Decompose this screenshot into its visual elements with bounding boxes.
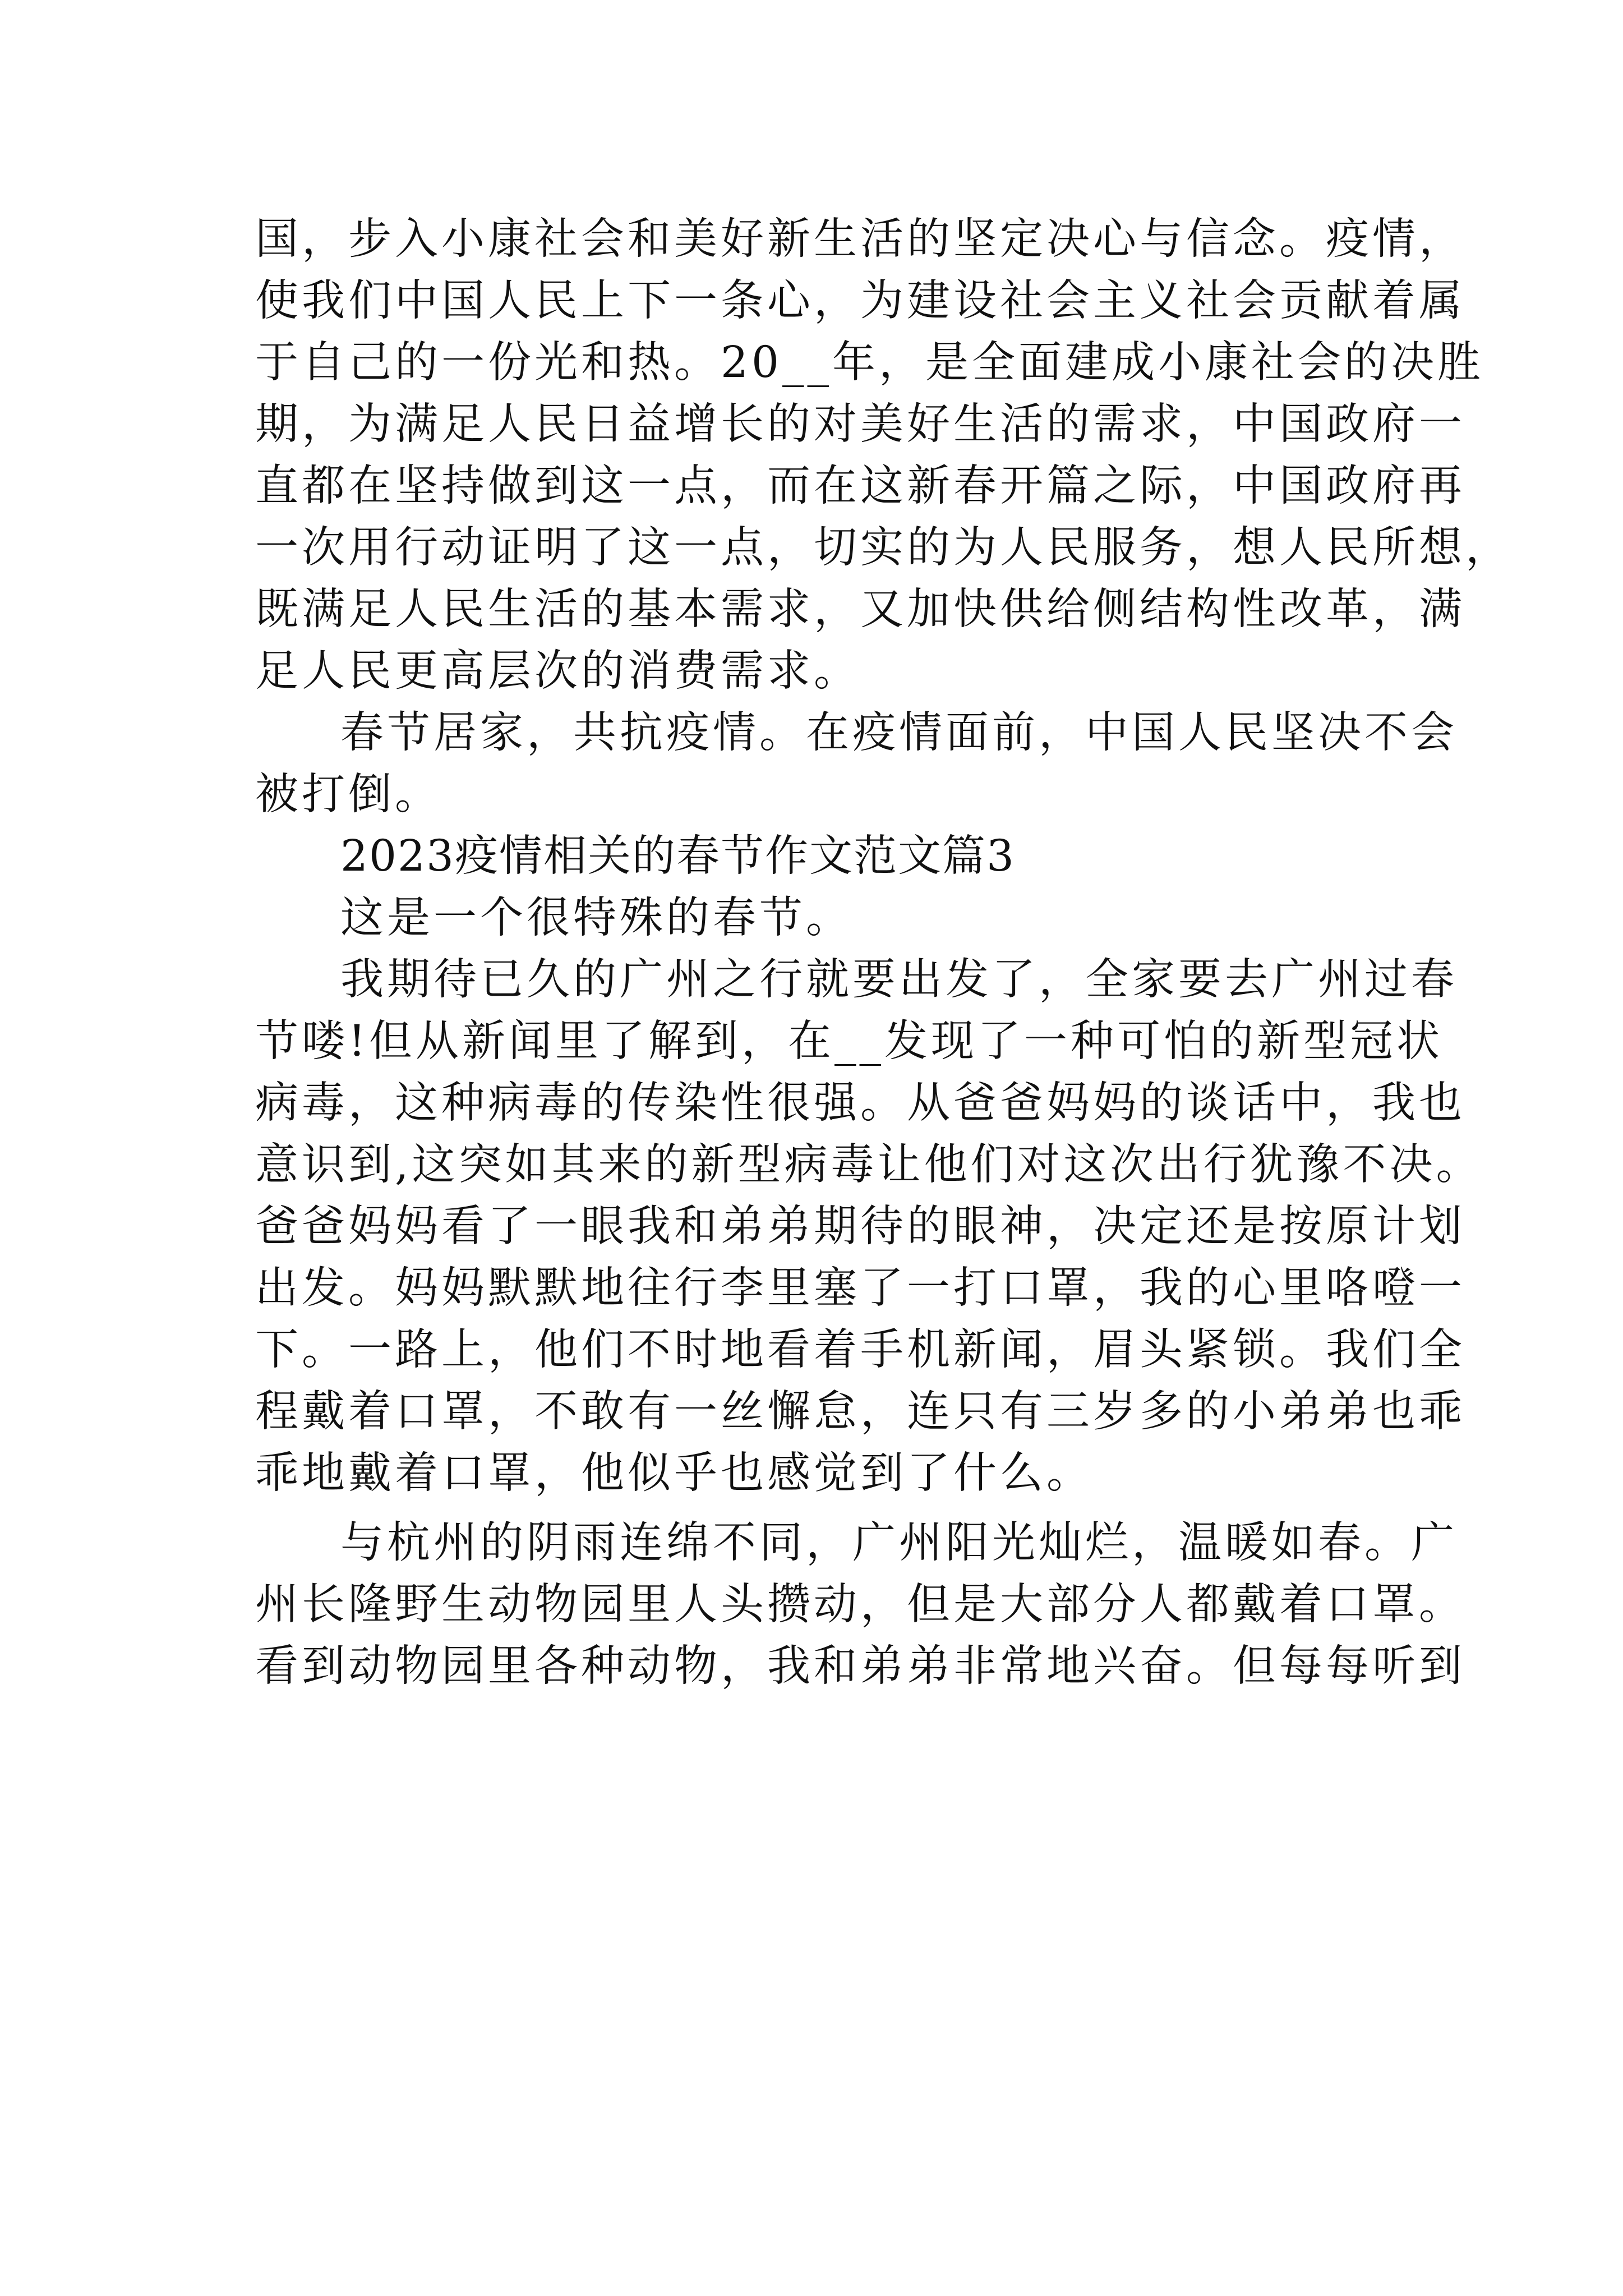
text-line: 被打倒。 [255, 770, 441, 820]
paragraph-first-line: 与杭州的阴雨连绵不同，广州阳光灿烂，温暖如春。广 [340, 1518, 1458, 1568]
text-line: 直都在坚持做到这一点，而在这新春开篇之际，中国政府再 [255, 461, 1465, 511]
text-line: 使我们中国人民上下一条心，为建设社会主义社会贡献着属 [255, 276, 1465, 326]
paragraph-first-line: 这是一个很特殊的春节。 [340, 893, 852, 943]
text-line: 节喽!但从新闻里了解到，在__发现了一种可怕的新型冠状 [255, 1016, 1443, 1066]
text-line: 乖地戴着口罩，他似乎也感觉到了什么。 [255, 1448, 1093, 1498]
section-heading: 2023疫情相关的春节作文范文篇3 [340, 831, 1015, 881]
document-body [255, 209, 1512, 1697]
text-line: 于自己的一份光和热。20__年，是全面建成小康社会的决胜 [255, 338, 1484, 388]
text-line: 意识到,这突如其来的新型病毒让他们对这次出行犹豫不决。 [255, 1140, 1483, 1190]
text-line: 国，步入小康社会和美好新生活的坚定决心与信念。疫情， [255, 214, 1465, 264]
text-line: 一次用行动证明了这一点，切实的为人民服务，想人民所想， [255, 523, 1512, 573]
text-line: 程戴着口罩，不敢有一丝懈怠，连只有三岁多的小弟弟也乖 [255, 1387, 1465, 1437]
text-line: 既满足人民生活的基本需求，又加快供给侧结构性改革，满 [255, 585, 1465, 634]
paragraph-first-line: 我期待已久的广州之行就要出发了，全家要去广州过春 [340, 955, 1458, 1005]
text-line: 下。一路上，他们不时地看着手机新闻，眉头紧锁。我们全 [255, 1325, 1465, 1375]
text-line: 足人民更高层次的消费需求。 [255, 646, 860, 696]
text-line: 看到动物园里各种动物，我和弟弟非常地兴奋。但每每听到 [255, 1641, 1465, 1691]
text-line: 州长隆野生动物园里人头攒动，但是大部分人都戴着口罩。 [255, 1580, 1465, 1630]
text-line: 出发。妈妈默默地往行李里塞了一打口罩，我的心里咯噔一 [255, 1263, 1465, 1313]
text-line: 病毒，这种病毒的传染性很强。从爸爸妈妈的谈话中，我也 [255, 1078, 1465, 1128]
text-line: 期，为满足人民日益增长的对美好生活的需求，中国政府一 [255, 399, 1465, 449]
paragraph-first-line: 春节居家，共抗疫情。在疫情面前，中国人民坚决不会 [340, 708, 1458, 758]
text-line: 爸爸妈妈看了一眼我和弟弟期待的眼神，决定还是按原计划 [255, 1202, 1465, 1251]
